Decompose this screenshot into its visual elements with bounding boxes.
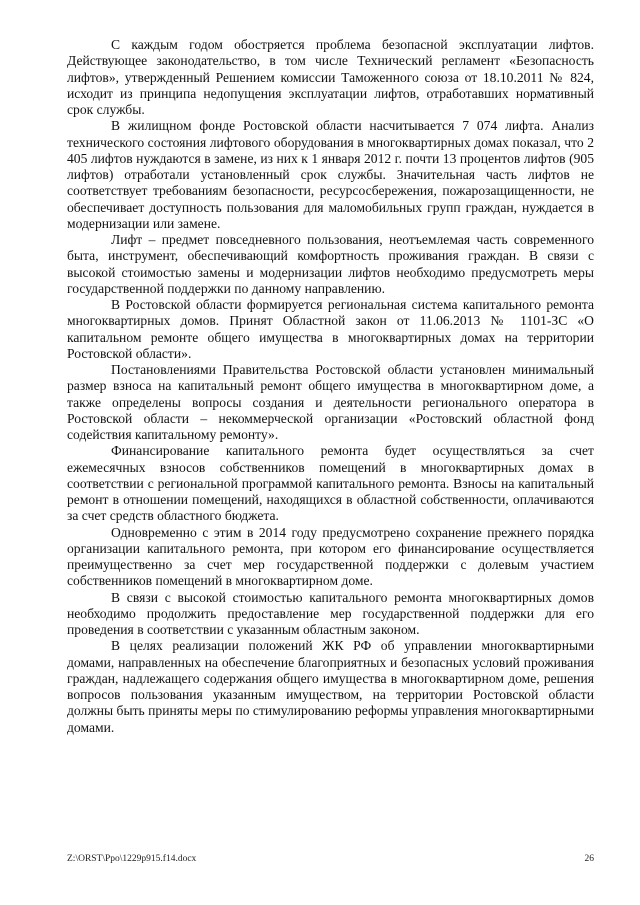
paragraph-housing-code: В целях реализации положений ЖК РФ об управлении многоквартирными домами, направленных на обеспечение благоприятных и безопасных условий проживания граждан, надлежащего содержания общего имущества в многоквартирном доме, решения вопросов пользования указанным имуществом, на территории Ростовской области должны быть приняты меры по стимулированию реформы управления многоквартирными домами.	[67, 638, 594, 735]
paragraph-government-resolutions: Постановлениями Правительства Ростовской области установлен минимальный размер взноса на капитальный ремонт общего имущества в многоквартирном доме, а также определены вопросы создания и деятельности регионального оператора в Ростовской области – некоммерческой организации «Ростовский областной фонд содействия капитальному ремонту».	[67, 362, 594, 442]
document-body	[67, 37, 594, 736]
paragraph-state-support: В связи с высокой стоимостью капитального ремонта многоквартирных домов необходимо продолжить предоставление мер государственной поддержки для его проведения в соответствии с указанным областным законом.	[67, 589, 594, 637]
page-footer	[67, 853, 594, 867]
paragraph-elevator-safety: С каждым годом обостряется проблема безопасной эксплуатации лифтов. Действующее законодательство, в том числе Технический регламент «Безопасность лифтов», утвержденный Решением комиссии Таможенного союза от 18.10.2011 № 824, исходит из принципа недопущения эксплуатации лифтов, отработавших нормативный срок службы.	[67, 37, 594, 117]
paragraph-financing: Финансирование капитального ремонта будет осуществляться за счет ежемесячных взносов собственников помещений в многоквартирных домах в соответствии с региональной программой капитального ремонта. Взносы на капитальный ремонт в отношении помещений, находящихся в областной собственности, оплачиваются за счет средств областного бюджета.	[67, 443, 594, 524]
paragraph-elevator-stock: В жилищном фонде Ростовской области насчитывается 7 074 лифта. Анализ технического состояния лифтового оборудования в многоквартирных домах показал, что 2 405 лифтов нуждаются в замене, из них к 1 января 2012 г. почти 13 процентов лифтов (905 лифтов) отработали установленный срок службы. Значительная часть лифтов не соответствует требованиям безопасности, ресурсосбережения, пожарозащищенности, не обеспечивает доступность пользования для маломобильных групп граждан, нуждается в модернизации или замене.	[67, 118, 594, 231]
footer-file-path: Z:\ORST\Ppo\1229p915.f14.docx	[67, 854, 197, 864]
paragraph-elevator-daily-use: Лифт – предмет повседневного пользования, неотъемлемая часть современного быта, инструмент, обеспечивающий комфортность проживания граждан. В связи с высокой стоимостью замены и модернизации лифтов необходимо предусмотреть меры государственной поддержки по данному направлению.	[67, 232, 594, 296]
paragraph-2014-procedure: Одновременно с этим в 2014 году предусмотрено сохранение прежнего порядка организации капитального ремонта, при котором его финансирование осуществляется преимущественно за счет мер государственной поддержки с долевым участием собственников помещений в многоквартирном доме.	[67, 524, 594, 589]
page-number: 26	[584, 854, 594, 864]
paragraph-regional-system: В Ростовской области формируется региональная система капитального ремонта многоквартирных домов. Принят Областной закон от 11.06.2013 № 1101-ЗС «О капитальном ремонте общего имущества в многоквартирных домах на территории Ростовской области».	[67, 297, 594, 361]
